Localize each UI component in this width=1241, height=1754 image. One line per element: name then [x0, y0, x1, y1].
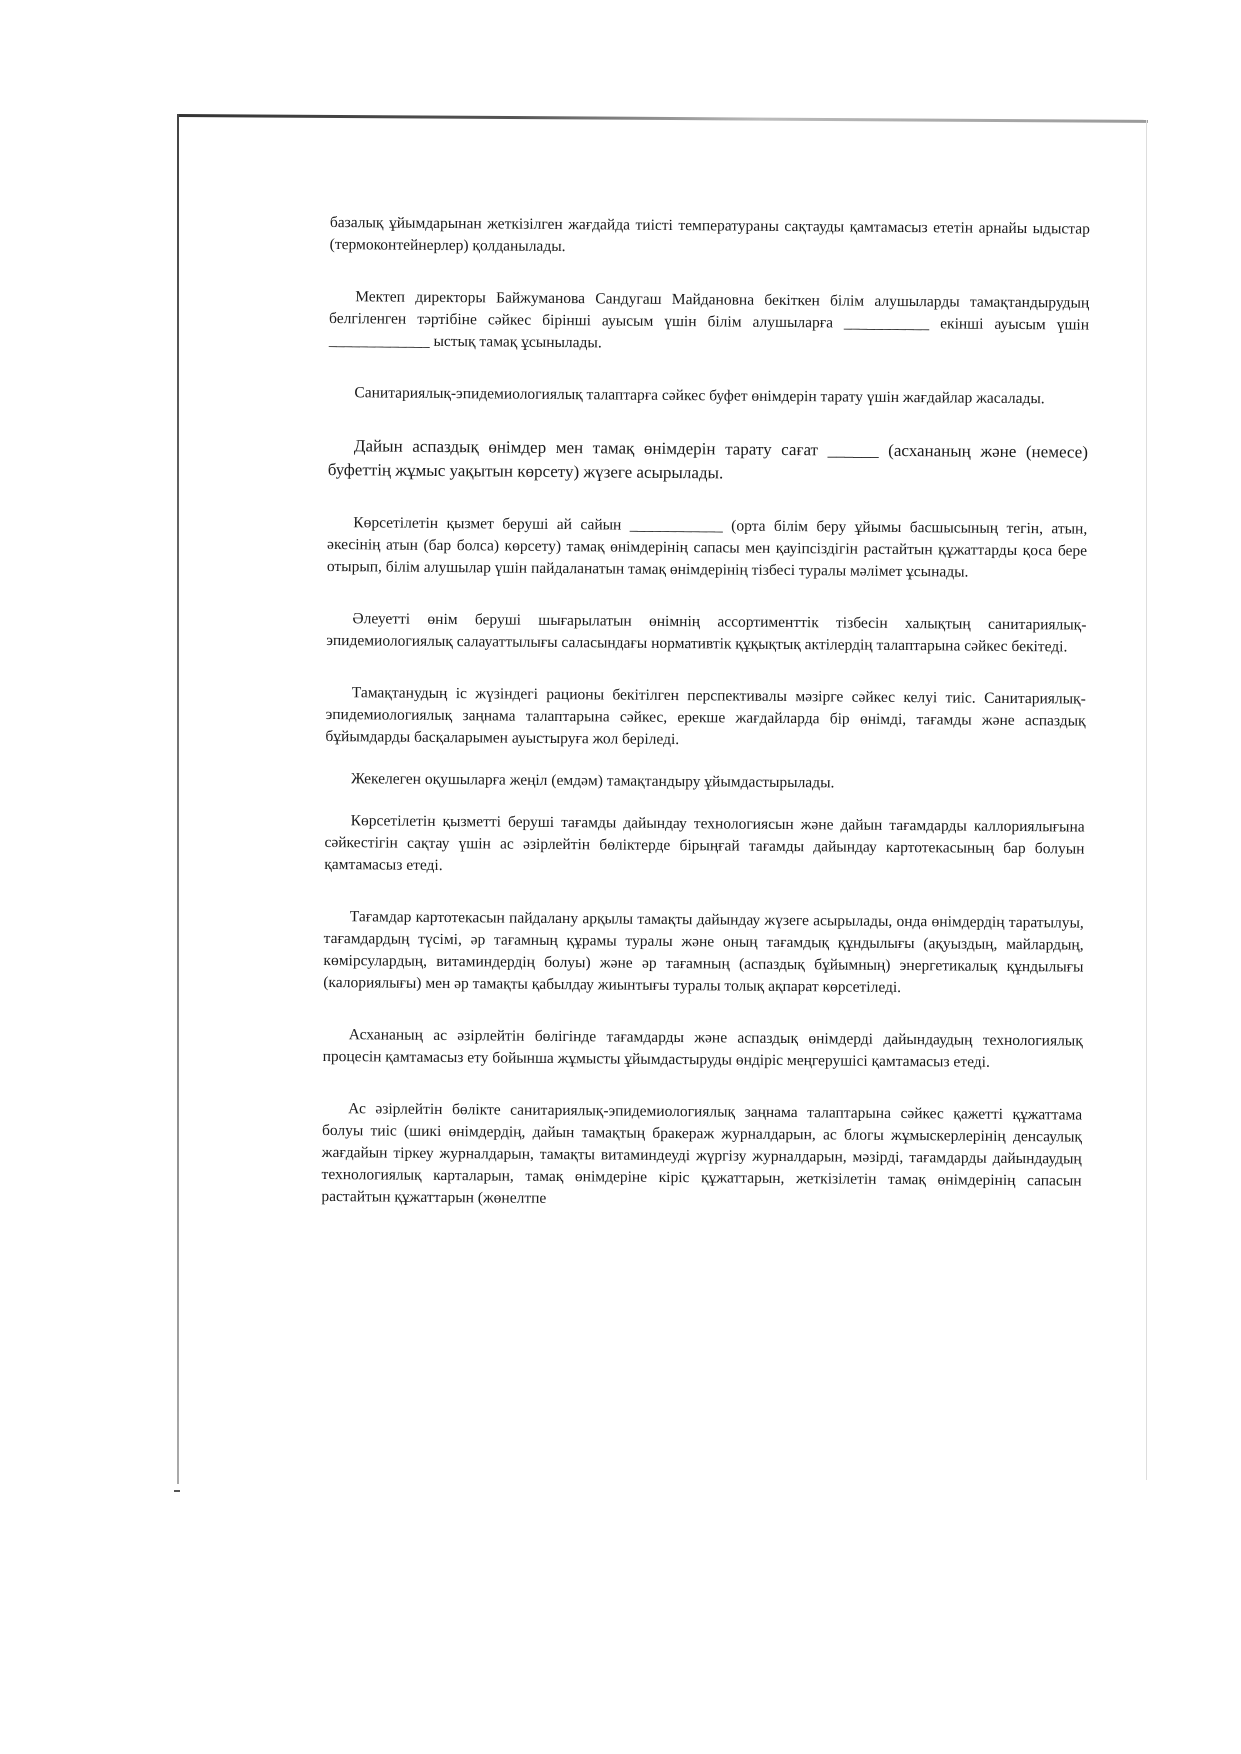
paragraph-monthly-report: Көрсетілетін қызмет беруші ай сайын ____________ (орта білім беру ұйымы басшысының тегін, атын, әкесінің атын (бар болса) көрсету) тамақ өнімдерінің сапасы мен қауіпсіздігін растайтын құжаттарды қоса бере отырып, білім алушылар үшін пайдаланатын тамақ өнімдерінің тізбесі туралы мәлімет ұсынады. — [326, 514, 1088, 581]
paragraph-diet-meals: Жекелеген оқушыларға жеңіл (емдәм) тамақтандыру ұйымдастырылады. — [350, 770, 835, 792]
paragraph-production-manager: Асхананың ас әзірлейтін бөлігінде тағамдарды және аспаздық өнімдерді дайындаудың технологиялық процесін қамтамасыз ету бойынша жұмысты ұйымдастыруды өндіріс меңгерушісі қамтамасыз етеді. — [322, 1026, 1083, 1071]
scan-top-edge — [178, 114, 1148, 123]
scan-mark — [174, 1490, 180, 1492]
scan-right-edge — [1146, 120, 1147, 1480]
paragraph-food-card-usage: Тағамдар картотекасын пайдалану арқылы тамақты дайындау жүзеге асырылады, онда өнімдердің таратылуы, тағамдардың түсімі, әр тағамның құрамы туралы және оның тағамдық құндылығы (ақуыздың, майлардың, көмірсулардың, витаминдердің болуы) және әр тағамның (аспаздық бұйымның) энергетикалық құндылығы (калориялығы) мен әр тамақты қабылдау жиынтығы туралы толық ақпарат көрсетіледі. — [323, 908, 1084, 997]
paragraph-required-documents: Ас әзірлейтін бөлікте санитариялық-эпидемиологиялық заңнама талаптарына сәйкес қажетті құжаттама болуы тиіс (шикі өнімдердің, дайын тамақтың бракераж журналдарын, ас блогы жұмыскерлерінің денсаулық жағдайын тіркеу журналдарын, тамақты витаминдеуді жүргізу журналдарын, мәзірді, тағамдарды дайындаудың технологиялық карталарын, тамақ өнімдеріне кіріс құжаттарын, жеткізілетін тамақ өнімдерінің сапасын растайтын құжаттарын (жөнелтпе — [321, 1100, 1083, 1207]
paragraph-distribution-hours: Дайын аспаздық өнімдер мен тамақ өнімдерін тарату сағат ______ (асхананың және (немесе) буфеттің жұмыс уақытын көрсету) жүзеге асырылады. — [327, 436, 1089, 483]
paragraph-buffet-conditions: Санитариялық-эпидемиологиялық талаптарға сәйкес буфет өнімдерін тарату үшін жағдайлар жасалады. — [354, 384, 1045, 408]
paragraph-actual-ration: Тамақтанудың іс жүзіндегі рационы бекітілген перспективалы мәзірге сәйкес келуі тиіс. Санитариялық-эпидемиологиялық заңнама талаптарына сәйкес, ерекше жағдайларда бір өнімді, тағамды және аспаздық бұйымдарды басқаларымен ауыстыруға жол беріледі. — [325, 684, 1086, 749]
scan-left-edge — [177, 114, 179, 1484]
paragraph-card-index: Көрсетілетін қызметті беруші тағамды дайындау технологиясын және дайын тағамдарды каллориялығына сәйкестігін сақтау үшін ас әзірлейтін бөліктерде бірыңғай тағамды дайындау картотекасының бар болуын қамтамасыз етеді. — [324, 812, 1085, 875]
document-body — [321, 212, 1090, 1245]
paragraph-school-director: Мектеп директоры Байжуманова Сандугаш Майдановна бекіткен білім алушыларды тамақтандырудың белгіленген тәртібіне сәйкес бірінші ауысым үшін білім алушыларға ___________ екінші ауысым үшін _____________ ыстық тамақ ұсынылады. — [328, 288, 1090, 352]
paragraph-thermo-containers: базалық ұйымдарынан жеткізілген жағдайда тиісті температураны сақтауды қамтамасыз ететін арнайы ыдыстар (термоконтейнерлер) қолданылады. — [329, 213, 1090, 256]
paragraph-supplier-assortment: Әлеуетті өнім беруші шығарылатын өнімнің ассортименттік тізбесін халықтың санитариялық-эпидемиологиялық салауаттылығы саласындағы нормативтік құқықтық актілердің талаптарына сәйкес бекітеді. — [326, 610, 1087, 656]
